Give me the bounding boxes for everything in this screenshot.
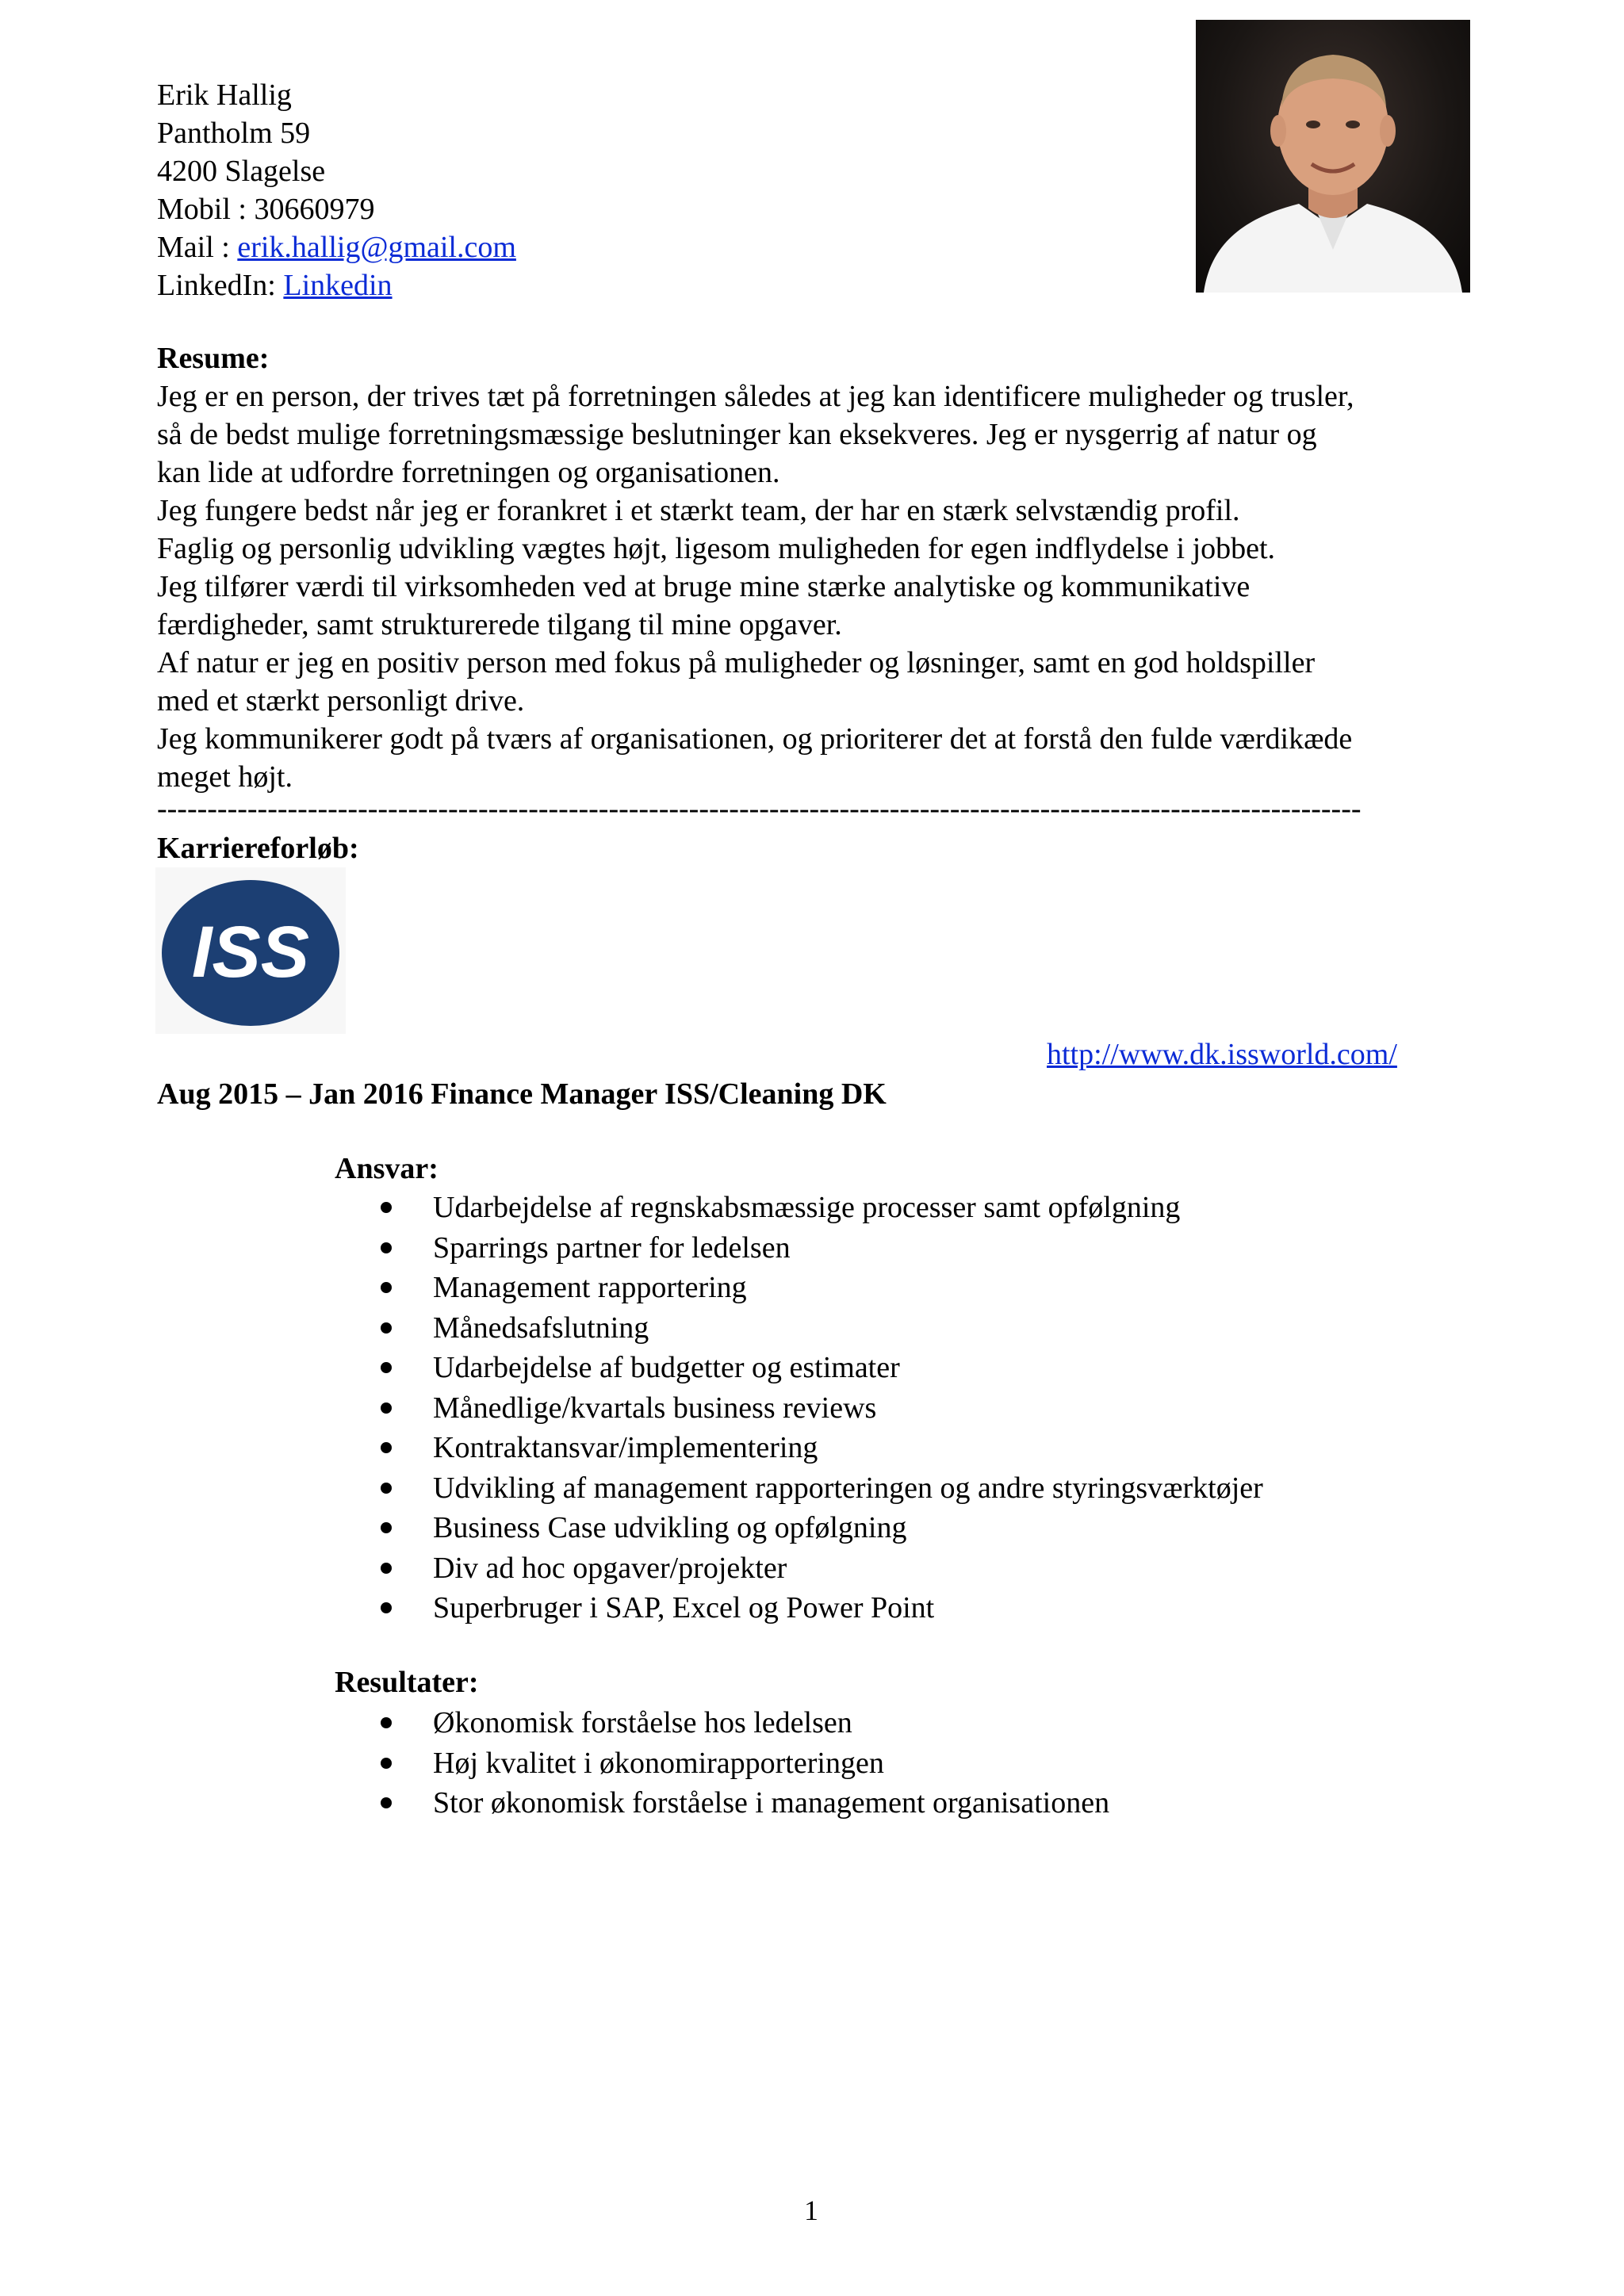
list-item-text: Kontraktansvar/implementering bbox=[433, 1431, 818, 1464]
list-item bbox=[373, 1188, 1263, 1228]
name: Erik Hallig bbox=[157, 78, 292, 112]
job-title: Aug 2015 – Jan 2016 Finance Manager ISS/Cleaning DK bbox=[157, 1077, 887, 1111]
linkedin-line bbox=[157, 266, 516, 304]
section-divider: ------------------------------------------------------------------------------------------------------------------------ bbox=[157, 792, 1362, 825]
bullet-icon bbox=[381, 1522, 392, 1533]
bullet-icon bbox=[381, 1282, 392, 1293]
results-heading: Resultater: bbox=[335, 1666, 479, 1699]
list-item-text: Stor økonomisk forståelse i management organisationen bbox=[433, 1786, 1110, 1820]
resume-line: Af natur er jeg en positiv person med fokus på muligheder og løsninger, samt en god holdspiller bbox=[157, 646, 1316, 679]
bullet-icon bbox=[381, 1202, 392, 1213]
resume-line: færdigheder, samt strukturerede tilgang til mine opgaver. bbox=[157, 608, 842, 641]
iss-logo-text: ISS bbox=[191, 912, 310, 993]
responsibilities-heading: Ansvar: bbox=[335, 1152, 439, 1185]
list-item bbox=[373, 1268, 1263, 1308]
list-item bbox=[373, 1743, 1109, 1784]
mobile-line bbox=[157, 190, 516, 228]
resume-line: Jeg kommunikerer godt på tværs af organisationen, og prioriterer det at forstå den fulde værdikæde bbox=[157, 722, 1353, 756]
list-item-text: Management rapportering bbox=[433, 1271, 747, 1304]
resume-line: kan lide at udfordre forretningen og organisationen. bbox=[157, 456, 780, 489]
list-item bbox=[373, 1468, 1263, 1509]
resume-heading: Resume: bbox=[157, 342, 270, 375]
list-item-text: Høj kvalitet i økonomirapporteringen bbox=[433, 1746, 884, 1780]
linkedin-link[interactable]: Linkedin bbox=[283, 269, 393, 302]
mail-line bbox=[157, 228, 516, 266]
email-link[interactable]: erik.hallig@gmail.com bbox=[237, 231, 516, 264]
bullet-icon bbox=[381, 1442, 392, 1453]
city: 4200 Slagelse bbox=[157, 155, 326, 188]
list-item-text: Udarbejdelse af budgetter og estimater bbox=[433, 1351, 900, 1384]
bullet-icon bbox=[381, 1362, 392, 1373]
list-item-text: Div ad hoc opgaver/projekter bbox=[433, 1551, 787, 1585]
resume-line: Jeg tilfører værdi til virksomheden ved at bruge mine stærke analytiske og kommunikative bbox=[157, 570, 1251, 603]
bullet-icon bbox=[381, 1602, 392, 1613]
resume-line: Jeg fungere bedst når jeg er forankret i et stærkt team, der har en stærk selvstændig profil. bbox=[157, 494, 1240, 527]
list-item bbox=[373, 1428, 1263, 1468]
career-heading: Karriereforløb: bbox=[157, 832, 359, 865]
mail-label: Mail : bbox=[157, 231, 238, 264]
list-item bbox=[373, 1308, 1263, 1349]
iss-logo-icon bbox=[155, 867, 346, 1034]
resume-text bbox=[157, 377, 1473, 796]
responsibilities-list bbox=[373, 1188, 1263, 1628]
list-item bbox=[373, 1388, 1263, 1429]
list-item-text: Udvikling af management rapporteringen og andre styringsværktøjer bbox=[433, 1471, 1263, 1505]
list-item bbox=[373, 1548, 1263, 1589]
list-item bbox=[373, 1508, 1263, 1548]
list-item-text: Økonomisk forståelse hos ledelsen bbox=[433, 1706, 852, 1739]
profile-photo bbox=[1196, 20, 1470, 293]
resume-line: meget højt. bbox=[157, 760, 293, 794]
page-number: 1 bbox=[804, 2195, 818, 2226]
resume-line: Faglig og personlig udvikling vægtes højt, ligesom muligheden for egen indflydelse i jobbet. bbox=[157, 532, 1276, 565]
bullet-icon bbox=[381, 1717, 392, 1728]
bullet-icon bbox=[381, 1242, 392, 1253]
mobile-label: Mobil : bbox=[157, 193, 255, 226]
list-item-text: Månedsafslutning bbox=[433, 1311, 649, 1345]
bullet-icon bbox=[381, 1797, 392, 1808]
list-item bbox=[373, 1348, 1263, 1388]
bullet-icon bbox=[381, 1758, 392, 1769]
list-item-text: Udarbejdelse af regnskabsmæssige processer samt opfølgning bbox=[433, 1191, 1181, 1224]
list-item-text: Superbruger i SAP, Excel og Power Point bbox=[433, 1591, 935, 1624]
bullet-icon bbox=[381, 1563, 392, 1574]
linkedin-label: LinkedIn: bbox=[157, 269, 284, 302]
iss-logo bbox=[155, 867, 346, 1034]
list-item bbox=[373, 1783, 1109, 1823]
company-url-link[interactable]: http://www.dk.issworld.com/ bbox=[1047, 1038, 1397, 1071]
results-list bbox=[373, 1703, 1109, 1823]
resume-line: med et stærkt personligt drive. bbox=[157, 684, 525, 718]
bullet-icon bbox=[381, 1483, 392, 1494]
street-address: Pantholm 59 bbox=[157, 117, 311, 150]
list-item-text: Sparrings partner for ledelsen bbox=[433, 1230, 791, 1265]
resume-line: Jeg er en person, der trives tæt på forretningen således at jeg kan identificere muligheder og trusler, bbox=[157, 380, 1354, 413]
list-item bbox=[373, 1703, 1109, 1743]
list-item bbox=[373, 1228, 1263, 1269]
list-item-text: Månedlige/kvartals business reviews bbox=[433, 1391, 877, 1425]
bullet-icon bbox=[381, 1402, 392, 1414]
bullet-icon bbox=[381, 1322, 392, 1334]
mobile-number: 30660979 bbox=[254, 193, 375, 226]
contact-block bbox=[157, 76, 516, 304]
profile-photo-icon bbox=[1196, 20, 1470, 293]
resume-line: så de bedst mulige forretningsmæssige beslutninger kan eksekveres. Jeg er nysgerrig af natur og bbox=[157, 418, 1317, 451]
list-item-text: Business Case udvikling og opfølgning bbox=[433, 1511, 907, 1544]
list-item bbox=[373, 1588, 1263, 1628]
